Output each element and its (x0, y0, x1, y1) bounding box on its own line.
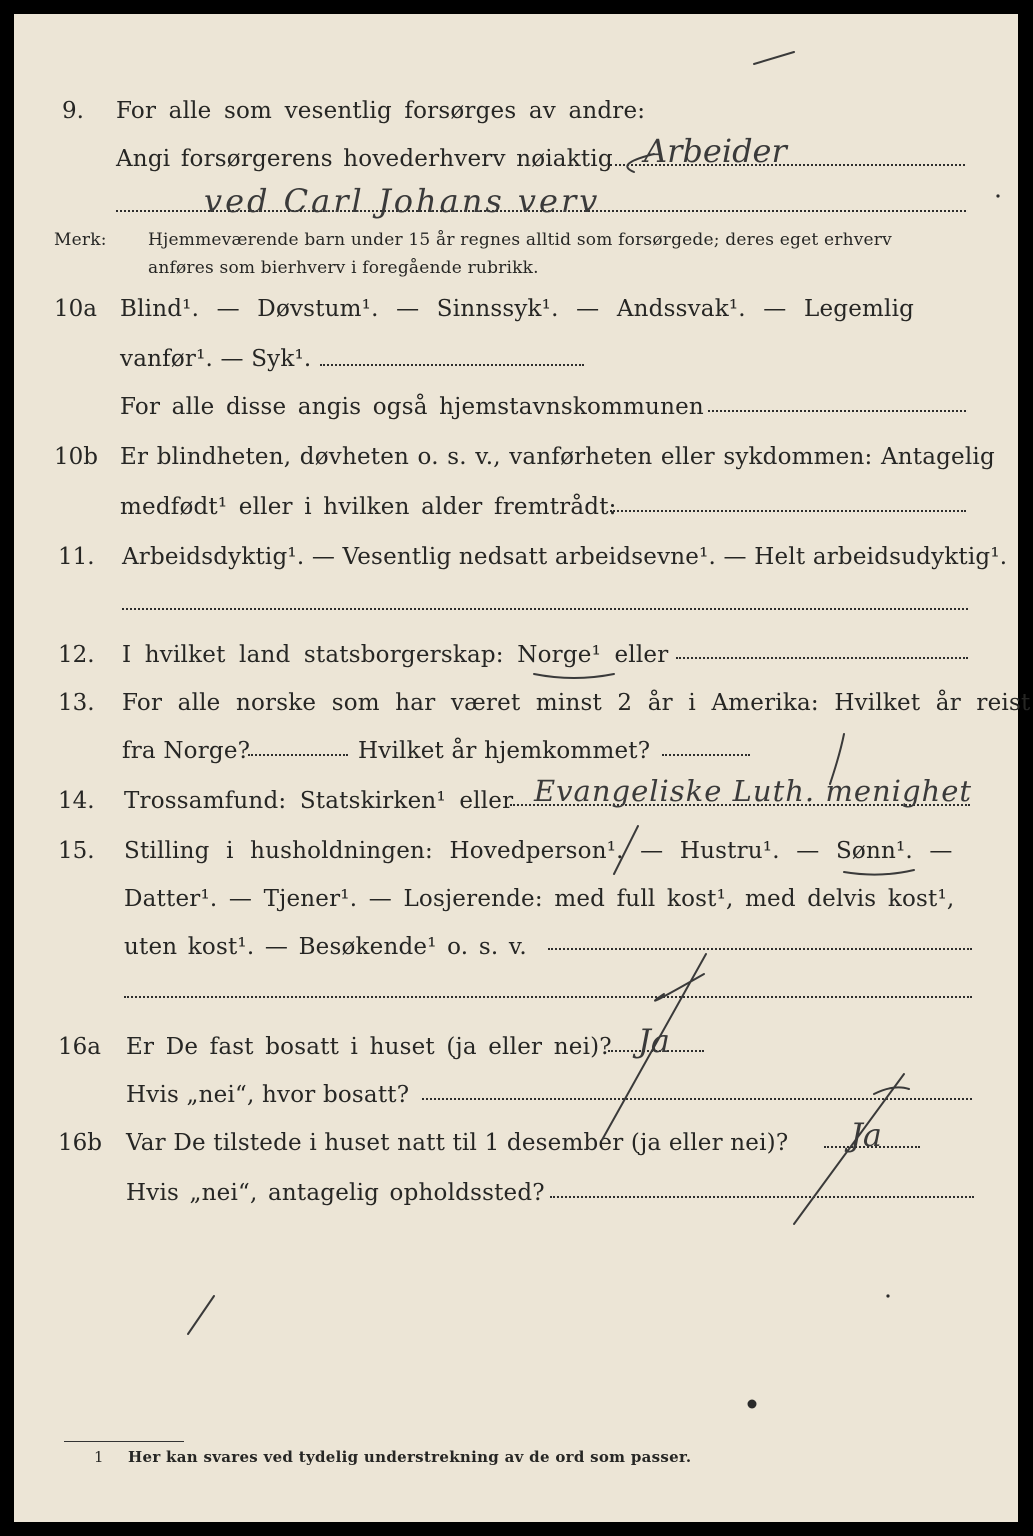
q15-extra-line[interactable] (124, 996, 972, 998)
q13-line2b: Hvilket år hjemkommet? (358, 738, 651, 764)
margin-pen-mark (188, 1296, 214, 1334)
top-pen-mark (754, 52, 794, 64)
q10a-answer-line[interactable] (320, 364, 584, 366)
q16b-whereabouts-line[interactable] (550, 1196, 974, 1198)
q13-number: 13. (58, 690, 95, 716)
q10a-line3: For alle disse angis også hjemstavnskommunen (120, 394, 704, 420)
norge-underline (534, 674, 614, 678)
merk-label: Merk: (54, 230, 107, 250)
q15-line3: uten kost¹. — Besøkende¹ o. s. v. (124, 934, 527, 960)
q11-line1: Arbeidsdyktig¹. — Vesentlig nedsatt arbeidsevne¹. — Helt arbeidsudyktig¹. (122, 544, 1008, 570)
q10a-line2: vanfør¹. — Syk¹. (120, 346, 312, 372)
q10b-line1: Er blindheten, døvheten o. s. v., vanførheten eller sykdommen: Antagelig (120, 444, 995, 470)
q15-number: 15. (58, 838, 95, 864)
q16a-residence-line[interactable] (422, 1098, 972, 1100)
q15-line1: Stilling i husholdningen: Hovedperson¹. — Hustru¹. — Sønn¹. — (124, 838, 953, 864)
q9-line1: For alle som vesentlig forsørges av andre: (116, 98, 646, 124)
q16a-line1: Er De fast bosatt i huset (ja eller nei)? (126, 1034, 612, 1060)
q10b-answer-line[interactable] (610, 510, 966, 512)
ink-dot (748, 1400, 757, 1409)
footnote-rule (64, 1441, 184, 1442)
ink-speck (886, 1294, 889, 1297)
ink-speck-2 (996, 194, 999, 197)
q12-answer-line[interactable] (676, 657, 968, 659)
q10b-line2: medfødt¹ eller i hvilken alder fremtrådt: (120, 494, 617, 520)
q14-line1: Trossamfund: Statskirken¹ eller (124, 788, 514, 814)
q15-line2: Datter¹. — Tjener¹. — Losjerende: med full kost¹, med delvis kost¹, (124, 886, 955, 912)
q16a-line2: Hvis „nei“, hvor bosatt? (126, 1082, 410, 1108)
q10a-home-municipality-line[interactable] (708, 410, 966, 412)
q11-answer-line[interactable] (122, 608, 968, 610)
q10a-line1: Blind¹. — Døvstum¹. — Sinnssyk¹. — Andssvak¹. — Legemlig (120, 296, 915, 322)
q16b-line2: Hvis „nei“, antagelig opholdssted? (126, 1180, 545, 1206)
q10a-number: 10a (54, 296, 97, 322)
q11-number: 11. (58, 544, 95, 570)
q9-number: 9. (62, 98, 84, 124)
q13-year-left-line[interactable] (248, 754, 348, 756)
sonn-underline (844, 870, 914, 875)
q15-answer-line[interactable] (548, 948, 972, 950)
check-stroke-2 (794, 1074, 904, 1224)
q14-handwritten-denomination: Evangeliske Luth. menighet (534, 774, 973, 808)
q9-line2: Angi forsørgerens hovederhverv nøiaktig (116, 146, 613, 172)
q13-line2a: fra Norge? (122, 738, 251, 764)
merk-line2: anføres som bierhverv i foregående rubrikk. (148, 258, 539, 278)
check-stroke-2-hook (874, 1087, 909, 1094)
merk-line1: Hjemmeværende barn under 15 år regnes alltid som forsørgede; deres eget erhverv (148, 230, 892, 250)
q9-handwritten-occupation: Arbeider (644, 132, 787, 170)
q16b-handwritten-answer: Ja (850, 1116, 882, 1154)
q16a-number: 16a (58, 1034, 101, 1060)
census-form-page (14, 14, 1031, 1522)
q13-year-returned-line[interactable] (662, 754, 750, 756)
footnote-mark: 1 (94, 1448, 104, 1466)
q16b-line1: Var De tilstede i huset natt til 1 desember (ja eller nei)? (126, 1130, 789, 1156)
q13-line1: For alle norske som har været minst 2 år i Amerika: Hvilket år reist (122, 690, 1031, 716)
q16a-handwritten-answer: Ja (638, 1022, 670, 1060)
q14-number: 14. (58, 788, 95, 814)
q9-handwritten-employer: ved Carl Johans verv (204, 182, 601, 220)
q16b-number: 16b (58, 1130, 102, 1156)
q12-line1: I hvilket land statsborgerskap: Norge¹ eller (122, 642, 669, 668)
q10b-number: 10b (54, 444, 98, 470)
footnote-text: Her kan svares ved tydelig understrekning av de ord som passer. (128, 1448, 692, 1466)
q12-number: 12. (58, 642, 95, 668)
